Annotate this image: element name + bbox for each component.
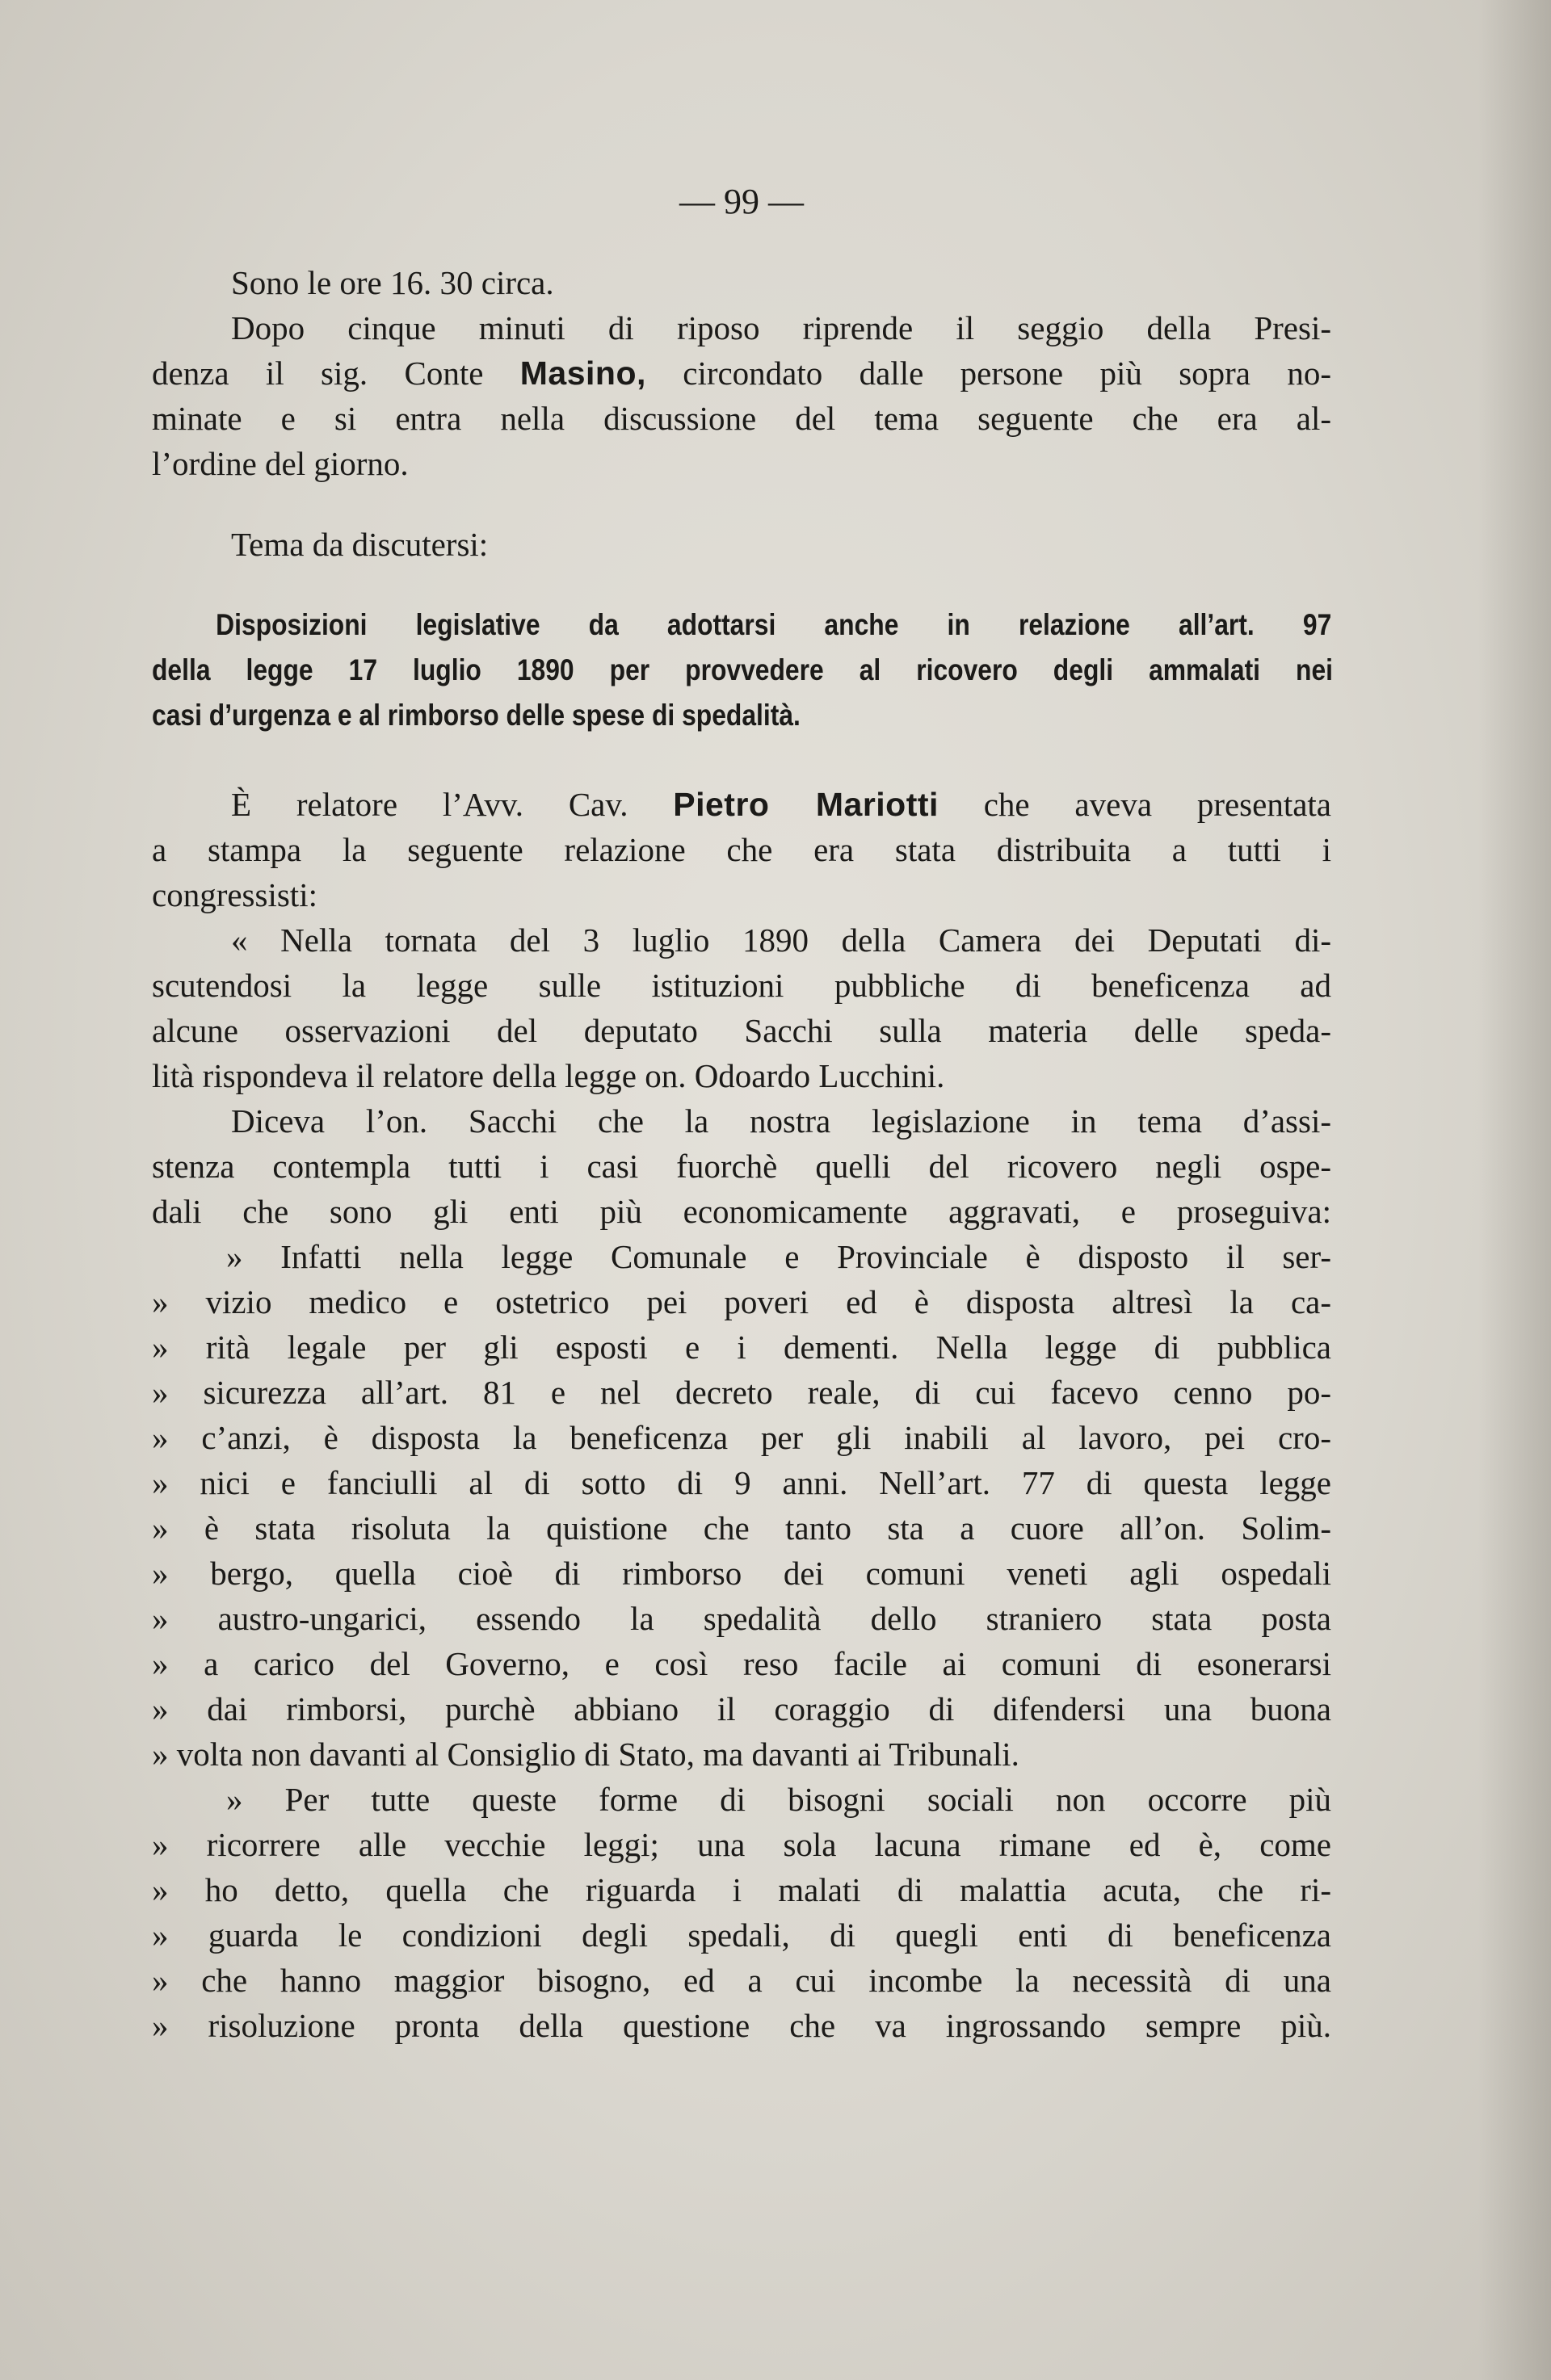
paragraph-seggio-line-2 xyxy=(152,350,1331,396)
quote-line: » nici e fanciulli al di sotto di 9 anni. Nell’art. 77 di questa legge xyxy=(152,1464,1331,1501)
quote-line: » a carico del Governo, e così reso facile ai comuni di esonerarsi xyxy=(152,1645,1331,1682)
quote-line: » è stata risoluta la quistione che tanto sta a cuore all’on. Solim- xyxy=(152,1509,1331,1547)
text-segment: circondato dalle persone più sopra no- xyxy=(645,355,1331,392)
person-name-mariotti: Pietro Mariotti xyxy=(673,786,939,823)
paragraph-relatore-line-1 xyxy=(152,782,1331,827)
topic-title-line-1: Disposizioni legislative da adottarsi anche in relazione all’art. 97 xyxy=(216,608,1332,641)
paragraph-relatore-line-2: a stampa la seguente relazione che era stata distribuita a tutti i xyxy=(152,831,1331,868)
paragraph-seggio-line-3: minate e si entra nella discussione del tema seguente che era al- xyxy=(152,400,1331,437)
text-segment: denza il sig. Conte xyxy=(152,355,520,392)
quote-line: alcune osservazioni del deputato Sacchi sulla materia delle speda- xyxy=(152,1012,1331,1049)
paragraph-relatore-line-3: congressisti: xyxy=(152,876,317,913)
quote-line: » austro-ungarici, essendo la spedalità dello straniero stata posta xyxy=(152,1600,1331,1637)
quote-line: » ho detto, quella che riguarda i malati di malattia acuta, che ri- xyxy=(152,1871,1331,1908)
paragraph-seggio-line-1: Dopo cinque minuti di riposo riprende il seggio della Presi- xyxy=(231,309,1331,346)
quote-line: « Nella tornata del 3 luglio 1890 della Camera dei Deputati di- xyxy=(231,921,1331,959)
quote-line: » ricorrere alle vecchie leggi; una sola lacuna rimane ed è, come xyxy=(152,1826,1331,1863)
quote-line: » vizio medico e ostetrico pei poveri ed è disposta altresì la ca- xyxy=(152,1283,1331,1320)
quote-line: » Infatti nella legge Comunale e Provinciale è disposto il ser- xyxy=(226,1238,1331,1275)
quote-line: » risoluzione pronta della questione che va ingrossando sempre più. xyxy=(152,2007,1331,2044)
quote-line: » che hanno maggior bisogno, ed a cui incombe la necessità di una xyxy=(152,1962,1331,1999)
quote-line: lità rispondeva il relatore della legge on. Odoardo Lucchini. xyxy=(152,1057,945,1094)
topic-title-line-3: casi d’urgenza e al rimborso delle spese di spedalità. xyxy=(152,699,801,732)
paragraph-seggio-line-4: l’ordine del giorno. xyxy=(152,445,409,482)
text-segment: che aveva presentata xyxy=(938,786,1331,823)
quote-line: » bergo, quella cioè di rimborso dei comuni veneti agli ospedali xyxy=(152,1555,1331,1592)
quote-line: » volta non davanti al Consiglio di Stato, ma davanti ai Tribunali. xyxy=(152,1736,1019,1773)
quote-line: » c’anzi, è disposta la beneficenza per gli inabili al lavoro, pei cro- xyxy=(152,1419,1331,1456)
page-edge-shadow xyxy=(1478,0,1551,2380)
person-name-masino: Masino, xyxy=(519,355,646,392)
quote-line: scutendosi la legge sulle istituzioni pubbliche di beneficenza ad xyxy=(152,967,1331,1004)
quote-line: » rità legale per gli esposti e i dementi. Nella legge di pubblica xyxy=(152,1329,1331,1366)
quote-line: » sicurezza all’art. 81 e nel decreto reale, di cui facevo cenno po- xyxy=(152,1374,1331,1411)
quote-line: Diceva l’on. Sacchi che la nostra legislazione in tema d’assi- xyxy=(231,1102,1331,1140)
quote-line: » dai rimborsi, purchè abbiano il coraggio di difendersi una buona xyxy=(152,1690,1331,1727)
quote-line: » guarda le condizioni degli spedali, di quegli enti di beneficenza xyxy=(152,1916,1331,1954)
text-segment: È relatore l’Avv. Cav. xyxy=(231,786,674,823)
page-number: — 99 — xyxy=(679,182,804,221)
quote-line: stenza contempla tutti i casi fuorchè quelli del ricovero negli ospe- xyxy=(152,1148,1331,1185)
topic-title-line-2: della legge 17 luglio 1890 per provvedere al ricovero degli ammalati nei xyxy=(152,653,1333,686)
topic-heading: Tema da discutersi: xyxy=(231,526,489,563)
paragraph-time: Sono le ore 16. 30 circa. xyxy=(231,264,554,301)
quote-line: dali che sono gli enti più economicamente aggravati, e proseguiva: xyxy=(152,1193,1331,1230)
quote-line: » Per tutte queste forme di bisogni sociali non occorre più xyxy=(226,1781,1331,1818)
